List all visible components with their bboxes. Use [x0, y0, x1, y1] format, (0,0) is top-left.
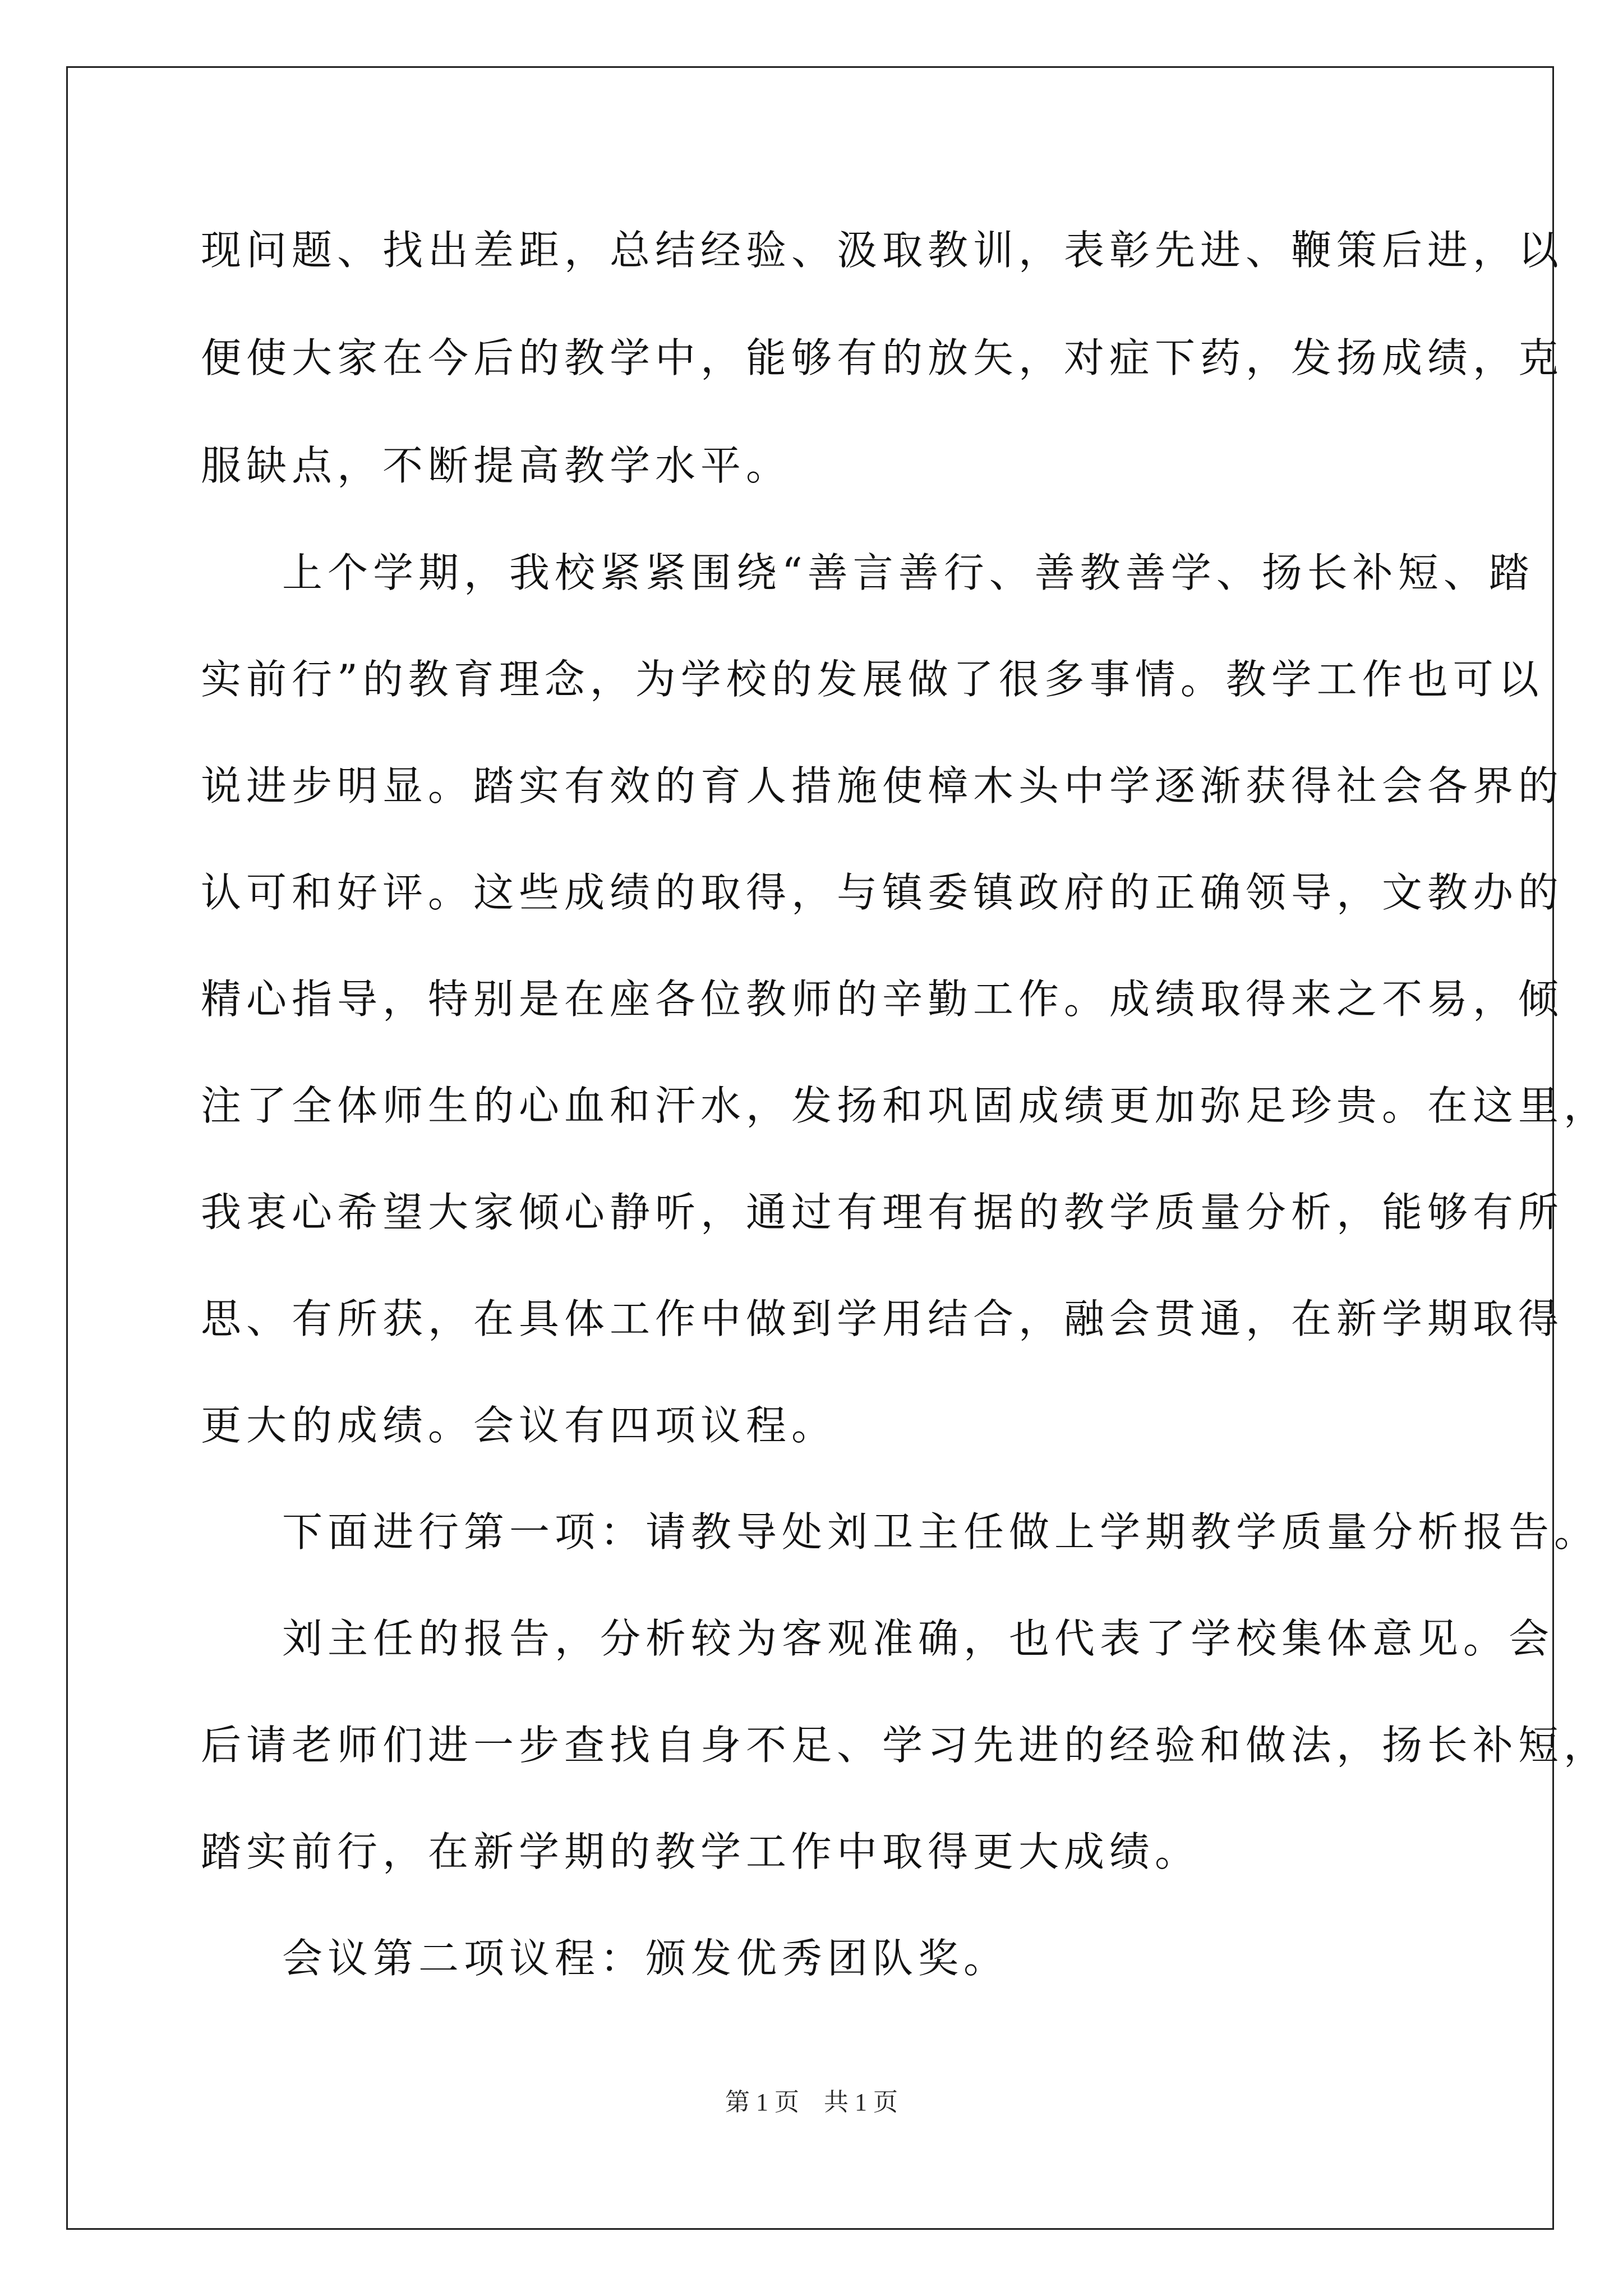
paragraph-line: 会议第二项议程：颁发优秀团队奖。 [282, 1935, 1009, 1982]
paragraph-line: 上个学期，我校紧紧围绕“善言善行、善教善学、扬长补短、踏 [282, 549, 1534, 596]
paragraph-line: 实前行”的教育理念，为学校的发展做了很多事情。教学工作也可以 [201, 656, 1544, 703]
paragraph-line: 思、有所获，在具体工作中做到学用结合，融会贯通，在新学期取得 [201, 1295, 1564, 1342]
paragraph-line: 我衷心希望大家倾心静听，通过有理有据的教学质量分析，能够有所 [201, 1189, 1564, 1236]
paragraph-line: 注了全体师生的心血和汗水，发扬和巩固成绩更加弥足珍贵。在这里， [201, 1082, 1610, 1129]
page-number-footer: 第 1 页 共 1 页 [725, 2088, 898, 2116]
paragraph-line: 服缺点，不断提高教学水平。 [201, 442, 792, 489]
paragraph-line: 后请老师们进一步查找自身不足、学习先进的经验和做法，扬长补短， [201, 1722, 1610, 1769]
paragraph-line: 下面进行第一项：请教导处刘卫主任做上学期教学质量分析报告。 [282, 1508, 1600, 1556]
paragraph-line: 认可和好评。这些成绩的取得，与镇委镇政府的正确领导，文教办的 [201, 869, 1564, 916]
paragraph-line: 说进步明显。踏实有效的育人措施使樟木头中学逐渐获得社会各界的 [201, 762, 1564, 809]
paragraph-line: 刘主任的报告，分析较为客观准确，也代表了学校集体意见。会 [282, 1615, 1555, 1662]
paragraph-line: 便使大家在今后的教学中，能够有的放矢，对症下药，发扬成绩，克 [201, 334, 1564, 381]
paragraph-line: 现问题、找出差距，总结经验、汲取教训，表彰先进、鞭策后进，以 [201, 227, 1564, 274]
paragraph-line: 更大的成绩。会议有四项议程。 [201, 1402, 837, 1449]
paragraph-line: 踏实前行，在新学期的教学工作中取得更大成绩。 [201, 1828, 1201, 1875]
page-border [66, 66, 1554, 2230]
paragraph-line: 精心指导，特别是在座各位教师的辛勤工作。成绩取得来之不易，倾 [201, 976, 1564, 1023]
